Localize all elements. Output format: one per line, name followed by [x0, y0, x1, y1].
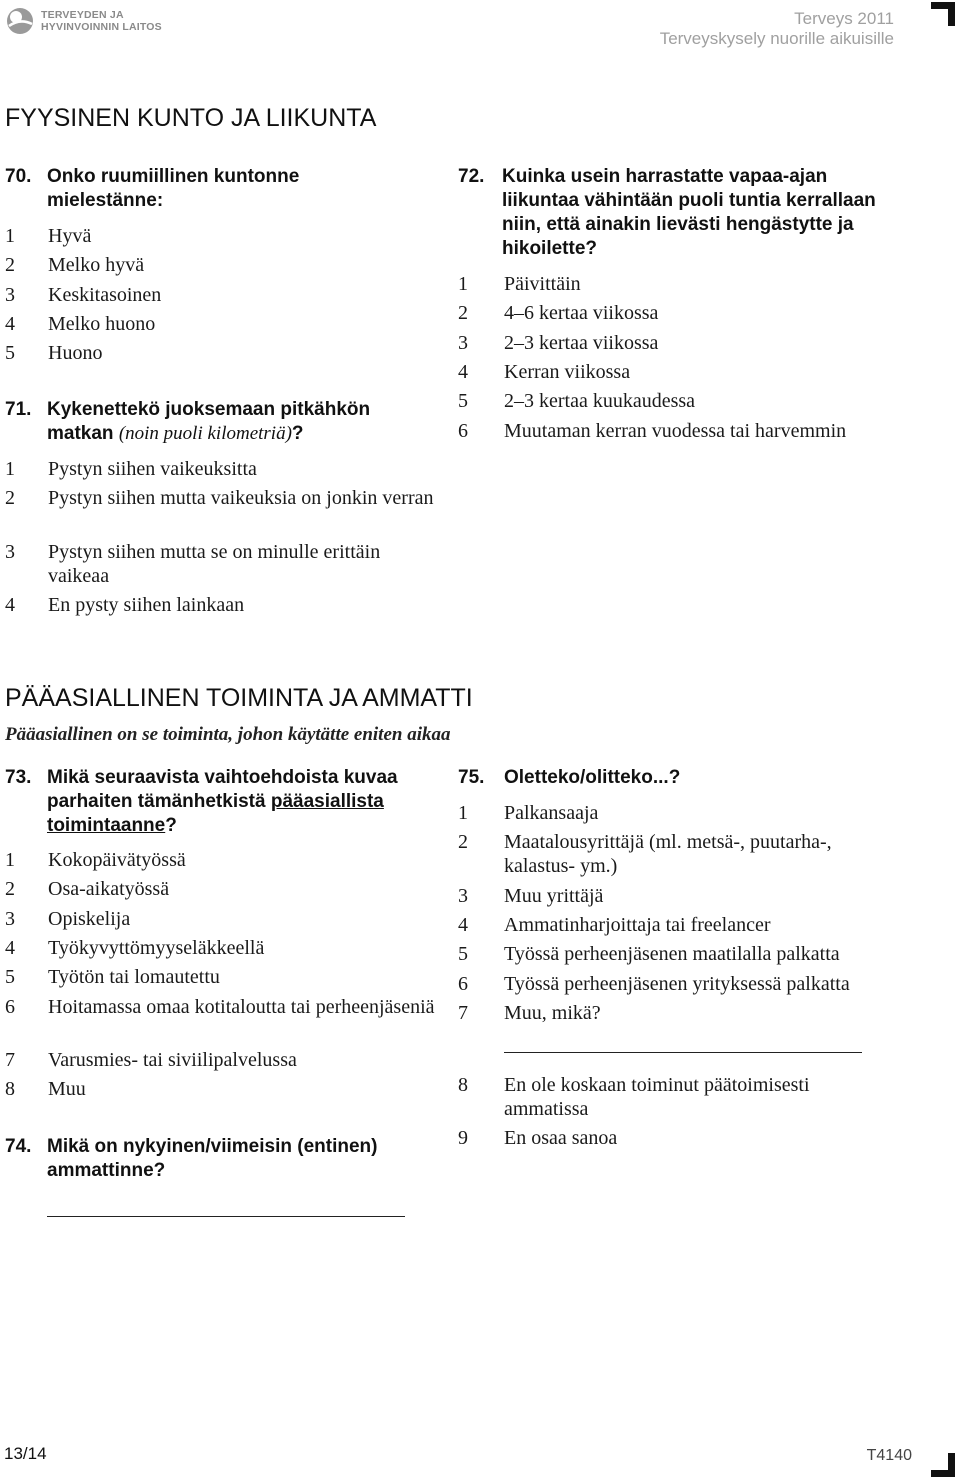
header-title-line-2: Terveyskysely nuorille aikuisille — [659, 29, 894, 48]
option-label: Muutaman kerran vuodessa tai harvemmin — [504, 419, 847, 442]
option-label: Osa-aikatyössä — [48, 878, 170, 901]
option-number: 1 — [458, 802, 468, 824]
option-item[interactable] — [458, 972, 888, 996]
option-number: 8 — [5, 1078, 15, 1101]
option-item[interactable] — [458, 389, 918, 413]
question-number: 70. — [5, 166, 32, 187]
option-label: Melko hyvä — [48, 254, 145, 277]
question-72 — [458, 165, 898, 261]
option-label: Päivittäin — [504, 273, 581, 295]
option-label: Työssä perheenjäsenen maatilalla palkatta — [504, 943, 840, 966]
option-number: 1 — [5, 225, 15, 247]
header-title-line-1: Terveys 2011 — [794, 9, 894, 28]
option-number: 6 — [458, 419, 468, 442]
option-number: 6 — [5, 995, 15, 1018]
option-label: Kokopäivätyössä — [48, 849, 186, 871]
option-item[interactable] — [5, 936, 435, 960]
option-number: 8 — [458, 1074, 468, 1097]
option-number: 4 — [458, 913, 468, 936]
option-label: Työkyvyttömyyseläkkeellä — [48, 936, 265, 959]
question-71 — [5, 398, 425, 446]
logo-line-1: TERVEYDEN JA — [41, 9, 124, 21]
section-subtitle: Pääasiallinen on se toiminta, johon käytätte eniten aikaa — [5, 724, 451, 745]
option-number: 2 — [5, 254, 15, 277]
question-number: 74. — [5, 1136, 32, 1157]
option-item[interactable] — [5, 995, 435, 1019]
option-number: 5 — [458, 943, 468, 966]
other-answer-line[interactable] — [504, 1052, 862, 1053]
option-label: Varusmies- tai siviilipalvelussa — [48, 1048, 297, 1071]
question-underlined: pääasiallista toimintaanne — [47, 791, 384, 836]
option-label: Työssä perheenjäsenen yrityksessä palkatta — [504, 972, 850, 995]
option-label: 4–6 kertaa viikossa — [504, 302, 659, 325]
question-mark: ? — [165, 815, 177, 836]
question-note: (noin puoli kilometriä) — [118, 423, 292, 444]
question-text: Oletteko/olitteko...? — [504, 767, 681, 788]
option-item[interactable] — [458, 913, 888, 937]
option-item[interactable] — [5, 341, 425, 365]
option-item[interactable] — [5, 283, 425, 307]
option-number: 5 — [5, 966, 15, 989]
option-number: 3 — [458, 331, 468, 354]
option-number: 3 — [5, 907, 15, 930]
option-number: 2 — [458, 831, 468, 854]
question-number: 73. — [5, 767, 32, 788]
question-70 — [5, 165, 405, 213]
option-item[interactable] — [458, 1126, 888, 1150]
option-label: Pystyn siihen mutta vaikeuksia on jonkin verran — [48, 487, 434, 510]
question-text: Onko ruumiillinen kuntonne mielestänne: — [47, 166, 300, 211]
option-item[interactable] — [458, 272, 918, 296]
thl-logo-icon — [5, 6, 35, 36]
option-number: 4 — [458, 360, 468, 383]
option-item[interactable] — [5, 1077, 435, 1101]
option-number: 4 — [5, 593, 15, 616]
option-label: Hoitamassa omaa kotitaloutta tai perheenjäseniä — [48, 995, 435, 1018]
thl-logo — [5, 4, 185, 38]
option-item[interactable] — [458, 419, 918, 443]
option-item[interactable] — [5, 312, 425, 336]
option-item[interactable] — [458, 801, 888, 825]
option-number: 3 — [5, 283, 15, 306]
option-number: 4 — [5, 312, 15, 335]
option-item[interactable] — [5, 877, 435, 901]
option-item[interactable] — [458, 360, 918, 384]
option-item[interactable] — [458, 830, 888, 878]
question-number: 75. — [458, 767, 485, 788]
question-text: Mikä seuraavista vaihtoehdoista kuvaa parhaiten tämänhetkistä — [47, 767, 398, 812]
q74-answer-line[interactable] — [47, 1216, 405, 1217]
option-label: En osaa sanoa — [504, 1127, 618, 1150]
option-number: 1 — [5, 849, 15, 871]
option-label: Ammatinharjoittaja tai freelancer — [504, 913, 771, 936]
option-label: Pystyn siihen mutta se on minulle erittäin vaikeaa — [48, 540, 381, 587]
question-75 — [458, 766, 898, 790]
option-label: Hyvä — [48, 225, 92, 247]
option-item[interactable] — [458, 942, 888, 966]
option-item[interactable] — [5, 1048, 435, 1072]
option-item[interactable] — [5, 907, 435, 931]
option-item[interactable] — [5, 965, 435, 989]
option-number: 3 — [5, 540, 15, 563]
option-item[interactable] — [5, 457, 435, 481]
crop-mark-bottom-right — [931, 1453, 953, 1475]
section-title-fitness: FYYSINEN KUNTO JA LIIKUNTA — [5, 104, 377, 132]
option-number: 7 — [5, 1048, 15, 1071]
option-number: 7 — [458, 1001, 468, 1024]
option-number: 1 — [458, 273, 468, 295]
question-74 — [5, 1135, 435, 1183]
option-label: Huono — [48, 342, 103, 365]
option-label: Muu yrittäjä — [504, 884, 604, 907]
question-73 — [5, 766, 435, 838]
question-number: 72. — [458, 166, 485, 187]
option-label: Melko huono — [48, 312, 156, 335]
option-item[interactable] — [5, 224, 425, 248]
option-number: 9 — [458, 1127, 468, 1150]
option-number: 3 — [458, 884, 468, 907]
option-item[interactable] — [458, 1001, 888, 1025]
option-label: 2–3 kertaa kuukaudessa — [504, 390, 696, 413]
option-label: Pystyn siihen vaikeuksitta — [48, 458, 257, 480]
option-item[interactable] — [5, 540, 435, 588]
question-text: Kuinka usein harrastatte vapaa-ajan liikuntaa vähintään puoli tuntia kerrallaan niin, että ainakin lievästi hengästytte ja hikoilette? — [502, 166, 876, 259]
option-label: Maatalousyrittäjä (ml. metsä-, puutarha-, kalastus- ym.) — [504, 831, 832, 878]
option-label: Palkansaaja — [504, 802, 599, 824]
question-number: 71. — [5, 399, 32, 420]
header-title — [660, 9, 894, 49]
option-number: 5 — [5, 342, 15, 365]
option-number: 4 — [5, 936, 15, 959]
crop-mark-top-right — [931, 2, 953, 24]
section-title-occupation: PÄÄASIALLINEN TOIMINTA JA AMMATTI — [5, 684, 473, 712]
page-number: 13/14 — [4, 1444, 47, 1463]
question-mark: ? — [291, 423, 304, 444]
option-number: 6 — [458, 972, 468, 995]
option-label: Työtön tai lomautettu — [48, 966, 220, 989]
option-label: Kerran viikossa — [504, 360, 631, 383]
option-item[interactable] — [458, 1073, 888, 1121]
option-item[interactable] — [458, 331, 918, 355]
option-number: 2 — [5, 878, 15, 901]
option-label: En ole koskaan toiminut päätoimisesti ammatissa — [504, 1074, 810, 1121]
option-item[interactable] — [458, 884, 888, 908]
option-number: 2 — [5, 487, 15, 510]
option-number: 5 — [458, 390, 468, 413]
option-number: 2 — [458, 302, 468, 325]
option-label: Muu — [48, 1078, 86, 1101]
option-item[interactable] — [458, 301, 918, 325]
option-item[interactable] — [5, 848, 435, 872]
logo-line-2: HYVINVOINNIN LAITOS — [41, 21, 162, 33]
option-item[interactable] — [5, 253, 425, 277]
option-item[interactable] — [5, 593, 435, 617]
option-label: 2–3 kertaa viikossa — [504, 331, 659, 354]
question-text: Mikä on nykyinen/viimeisin (entinen) ammattinne? — [47, 1136, 378, 1181]
option-item[interactable] — [5, 486, 435, 510]
option-number: 1 — [5, 458, 15, 480]
option-label: Keskitasoinen — [48, 283, 162, 306]
option-label: En pysty siihen lainkaan — [48, 593, 245, 616]
option-label: Muu, mikä? — [504, 1001, 601, 1024]
form-code: T4140 — [866, 1447, 912, 1464]
option-label: Opiskelija — [48, 907, 131, 930]
question-text: Kykenettekö juoksemaan pitkähkön matkan — [47, 399, 371, 444]
